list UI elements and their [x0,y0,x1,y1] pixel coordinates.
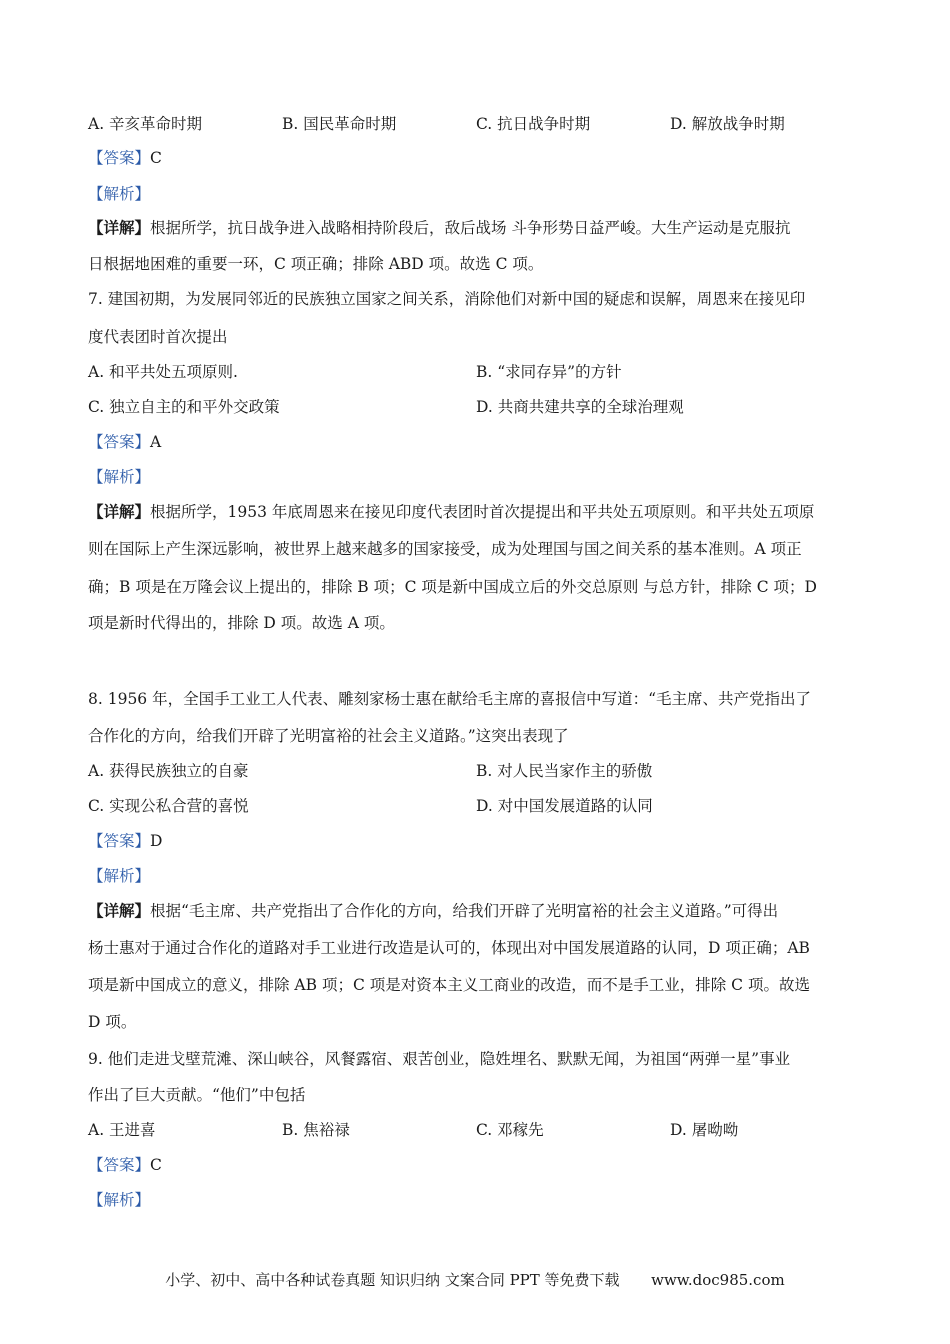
detail-tag: 【详解】 [88,502,151,521]
q6-option-a: A. 辛亥革命时期 [88,115,203,133]
q9-option-c: C. 邓稼先 [476,1121,544,1139]
detail-text: 根据所学，1953 年底周恩来在接见印度代表团时首次提提出和平共处五项原则。和平共处五项原 [150,503,815,521]
q8-answer [88,830,162,852]
q8-stem-line-1: 8. 1956 年，全国手工业工人代表、雕刻家杨士惠在献给毛主席的喜报信中写道：“毛主席、共产党指出了 [88,690,812,708]
q9-answer [88,1154,162,1176]
q8-option-a: A. 获得民族独立的自豪 [88,762,249,780]
q8-detail-line-4: D 项。 [88,1013,137,1031]
q6-option-c: C. 抗日战争时期 [476,115,591,133]
q6-detail-line-1 [88,217,790,239]
q6-analysis-tag: 【解析】 [88,185,151,203]
answer-tag: 【答案】 [88,433,151,451]
q6-answer [88,147,162,169]
answer-value: A [150,433,162,451]
detail-text: 根据所学，抗日战争进入战略相持阶段后，敌后战场 斗争形势日益严峻。大生产运动是克服抗 [150,219,791,237]
q7-answer [88,431,161,453]
answer-tag: 【答案】 [88,149,151,167]
q8-detail-line-2: 杨士惠对于通过合作化的道路对手工业进行改造是认可的，体现出对中国发展道路的认同，D 项正确；AB [88,939,810,957]
q9-stem-line-1: 9. 他们走进戈壁荒滩、深山峡谷，风餐露宿、艰苦创业，隐姓埋名、默默无闻，为祖国“两弹一星”事业 [88,1050,791,1068]
q7-detail-line-2: 则在国际上产生深远影响，被世界上越来越多的国家接受，成为处理国与国之间关系的基本准则。A 项正 [88,540,802,558]
page-footer [0,1269,950,1291]
q6-option-b: B. 国民革命时期 [282,115,397,133]
q8-option-b: B. 对人民当家作主的骄傲 [476,762,653,780]
q8-option-c: C. 实现公私合营的喜悦 [88,797,249,815]
q9-option-b: B. 焦裕禄 [282,1121,350,1139]
q8-option-d: D. 对中国发展道路的认同 [476,797,653,815]
q7-analysis-tag: 【解析】 [88,468,151,486]
footer-link[interactable]: www.doc985.com [651,1271,785,1289]
q8-detail-line-1 [88,900,778,922]
q7-stem-line-2: 度代表团时首次提出 [88,328,228,346]
detail-text: 根据“毛主席、共产党指出了合作化的方向，给我们开辟了光明富裕的社会主义道路。”可得出 [150,902,779,920]
q7-detail-line-1 [88,501,814,523]
q7-option-b: B. “求同存异”的方针 [476,363,622,381]
q6-detail-line-2: 日根据地困难的重要一环，C 项正确；排除 ABD 项。故选 C 项。 [88,255,544,273]
q8-detail-line-3: 项是新中国成立的意义，排除 AB 项；C 项是对资本主义工商业的改造，而不是手工业，排除 C 项。故选 [88,976,810,994]
q9-option-a: A. 王进喜 [88,1121,156,1139]
answer-value: D [150,832,163,850]
q7-option-a: A. 和平共处五项原则. [88,363,238,381]
answer-tag: 【答案】 [88,832,151,850]
q9-stem-line-2: 作出了巨大贡献。“他们”中包括 [88,1086,306,1104]
q7-stem-line-1: 7. 建国初期，为发展同邻近的民族独立国家之间关系，消除他们对新中国的疑虑和误解，周恩来在接见印 [88,290,806,308]
answer-tag: 【答案】 [88,1156,151,1174]
q6-option-d: D. 解放战争时期 [670,115,785,133]
footer-text: 小学、初中、高中各种试卷真题 知识归纳 文案合同 PPT 等免费下载 [165,1271,620,1289]
q7-option-c: C. 独立自主的和平外交政策 [88,398,280,416]
q7-detail-line-3: 确；B 项是在万隆会议上提出的，排除 B 项；C 项是新中国成立后的外交总原则 与总方针，排除 C 项；D [88,578,817,596]
q7-option-d: D. 共商共建共享的全球治理观 [476,398,684,416]
q8-stem-line-2: 合作化的方向，给我们开辟了光明富裕的社会主义道路。”这突出表现了 [88,727,569,745]
q9-analysis-tag: 【解析】 [88,1191,151,1209]
answer-value: C [150,1156,162,1174]
q8-analysis-tag: 【解析】 [88,867,151,885]
q7-detail-line-4: 项是新时代得出的，排除 D 项。故选 A 项。 [88,614,395,632]
answer-value: C [150,149,162,167]
detail-tag: 【详解】 [88,901,151,920]
detail-tag: 【详解】 [88,218,151,237]
q9-option-d: D. 屠呦呦 [670,1121,739,1139]
